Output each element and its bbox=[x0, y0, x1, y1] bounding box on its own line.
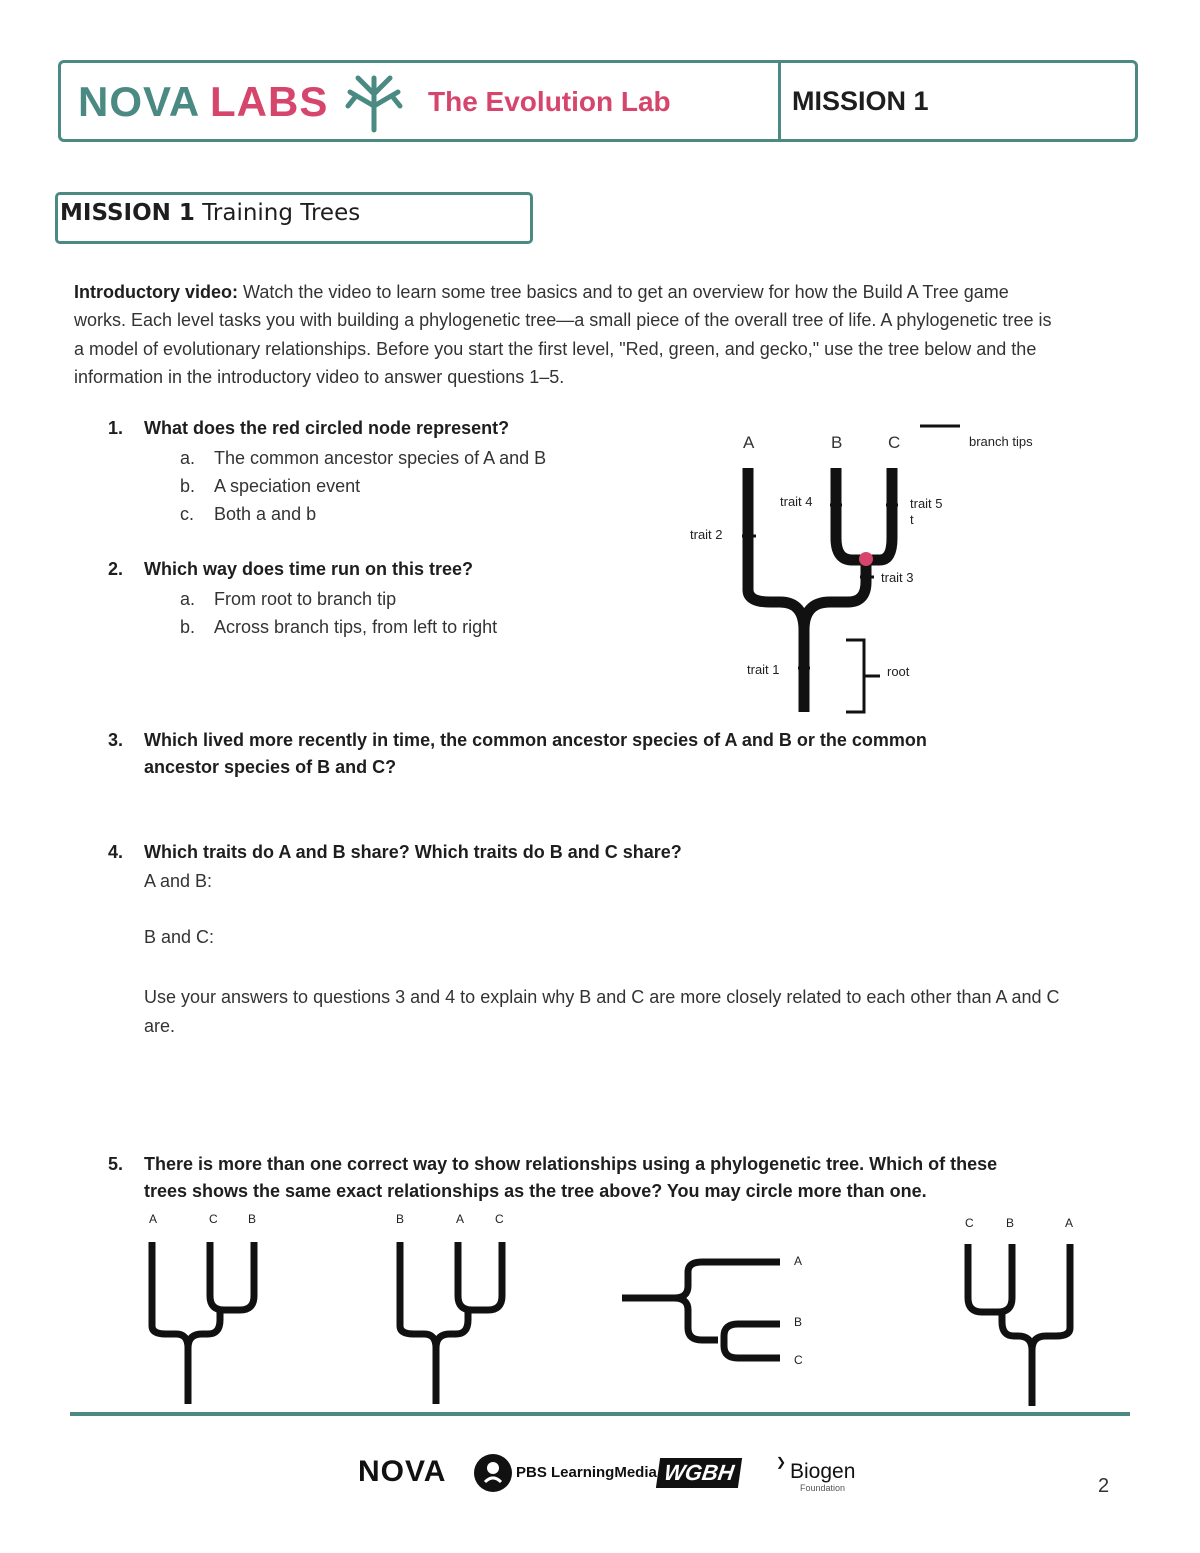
q1-option-letter: a. bbox=[180, 448, 196, 468]
q1-option-text: A speciation event bbox=[214, 476, 361, 496]
q2-number: 2. bbox=[108, 559, 124, 579]
footer-biogen-logo: Biogen bbox=[790, 1460, 856, 1483]
trait2-label: trait 2 bbox=[690, 527, 723, 542]
tip-label: B bbox=[831, 433, 843, 452]
option-tree-4 bbox=[958, 1238, 1088, 1408]
branch-b bbox=[836, 468, 892, 560]
q4-explain: Use your answers to questions 3 and 4 to explain why B and C are more closely related to each other than A and C are. bbox=[144, 987, 1060, 1036]
tip-label: C bbox=[888, 433, 901, 452]
footer-nova-logo: NOVA bbox=[358, 1455, 447, 1488]
pbs-logo-icon bbox=[472, 1452, 514, 1494]
trait4-label: trait 4 bbox=[780, 494, 813, 509]
intro-bold: Introductory video: bbox=[74, 282, 239, 302]
q1-text: What does the red circled node represent? bbox=[144, 418, 510, 438]
q2-option-text: From root to branch tip bbox=[214, 589, 397, 609]
page-number: 2 bbox=[1098, 1475, 1110, 1497]
logo-nova: NOVA bbox=[78, 78, 201, 125]
footer-wgbh-logo: WGBH bbox=[656, 1458, 742, 1488]
option-tree-label: A bbox=[149, 1212, 158, 1226]
option-tree-label: C bbox=[794, 1353, 803, 1367]
footer-biogen-sub: Foundation bbox=[800, 1483, 846, 1493]
option-tree-label: A bbox=[456, 1212, 465, 1226]
option-tree-1 bbox=[140, 1236, 270, 1406]
logo-labs: LABS bbox=[210, 78, 329, 125]
footer-pbs-logo: PBS LearningMedia bbox=[516, 1464, 657, 1481]
option-tree-label: A bbox=[794, 1254, 803, 1268]
q1-option-letter: c. bbox=[180, 504, 195, 524]
tree-logo-icon bbox=[342, 70, 406, 134]
mission-title-bold: MISSION 1 bbox=[60, 200, 195, 226]
option-tree-2 bbox=[388, 1236, 518, 1406]
branch-tips-label: branch tips bbox=[969, 434, 1033, 449]
q1-option-letter: b. bbox=[180, 476, 196, 496]
option-tree-label: B bbox=[794, 1315, 803, 1329]
q2-option-letter: b. bbox=[180, 617, 196, 637]
trait5-label: trait 5 bbox=[910, 496, 943, 511]
intro-paragraph bbox=[74, 278, 1064, 391]
root-label: root bbox=[887, 664, 910, 679]
q1-number: 1. bbox=[108, 418, 124, 438]
mission-title bbox=[60, 200, 360, 226]
footer-divider bbox=[70, 1412, 1130, 1416]
mission-title-rest: Training Trees bbox=[202, 200, 361, 226]
q5-text-line1: There is more than one correct way to show relationships using a phylogenetic tree. Which of these bbox=[144, 1154, 998, 1174]
q2-text: Which way does time run on this tree? bbox=[144, 559, 474, 579]
root-bracket bbox=[846, 640, 880, 712]
header-divider bbox=[778, 60, 781, 142]
biogen-mark-icon: ❯ bbox=[776, 1455, 787, 1469]
branch-a bbox=[748, 468, 804, 630]
tip-label: A bbox=[743, 433, 755, 452]
q2-option-letter: a. bbox=[180, 589, 196, 609]
q4-number: 4. bbox=[108, 842, 124, 862]
q4-ab-answer-label: A and B: bbox=[144, 871, 213, 891]
option-tree-3 bbox=[620, 1250, 790, 1370]
main-phylogenetic-tree bbox=[680, 420, 1080, 720]
red-node-marker bbox=[859, 552, 873, 566]
option-tree-label: C bbox=[965, 1216, 974, 1230]
option-tree-label: B bbox=[248, 1212, 257, 1226]
trait5-extra: t bbox=[910, 512, 914, 527]
option-tree-label: C bbox=[495, 1212, 504, 1226]
branch-bc bbox=[804, 560, 866, 630]
q4-bc-answer-label: B and C: bbox=[144, 927, 215, 947]
q3-number: 3. bbox=[108, 730, 124, 750]
q5-text-line2: trees shows the same exact relationships as the tree above? You may circle more than one. bbox=[144, 1181, 927, 1201]
option-tree-label: B bbox=[396, 1212, 405, 1226]
option-tree-label: B bbox=[1006, 1216, 1015, 1230]
trait3-label: trait 3 bbox=[881, 570, 914, 585]
q3-text-line2: ancestor species of B and C? bbox=[144, 757, 397, 777]
trait1-label: trait 1 bbox=[747, 662, 780, 677]
lab-title: The Evolution Lab bbox=[428, 86, 671, 117]
q5-number: 5. bbox=[108, 1154, 124, 1174]
q2-option-text: Across branch tips, from left to right bbox=[214, 617, 498, 637]
intro-text: Watch the video to learn some tree basics and to get an overview for how the Build A Tree game works. Each level tasks you with building a phylogenetic tree—a small piece of the overall tree of life. A phylogenetic tree is a model of evolutionary relationships. Before you start the first level, "Red, green, and gecko," use the tree below and the information in the introductory video to answer questions 1–5. bbox=[74, 282, 1052, 387]
q4-text: Which traits do A and B share? Which traits do B and C share? bbox=[144, 842, 682, 862]
q3-text-line1: Which lived more recently in time, the common ancestor species of A and B or the common bbox=[144, 730, 927, 750]
q1-option-text: Both a and b bbox=[214, 504, 317, 524]
q1-option-text: The common ancestor species of A and B bbox=[214, 448, 547, 468]
option-tree-label: C bbox=[209, 1212, 218, 1226]
header-mission-label: MISSION 1 bbox=[792, 86, 929, 116]
option-tree-label: A bbox=[1065, 1216, 1074, 1230]
